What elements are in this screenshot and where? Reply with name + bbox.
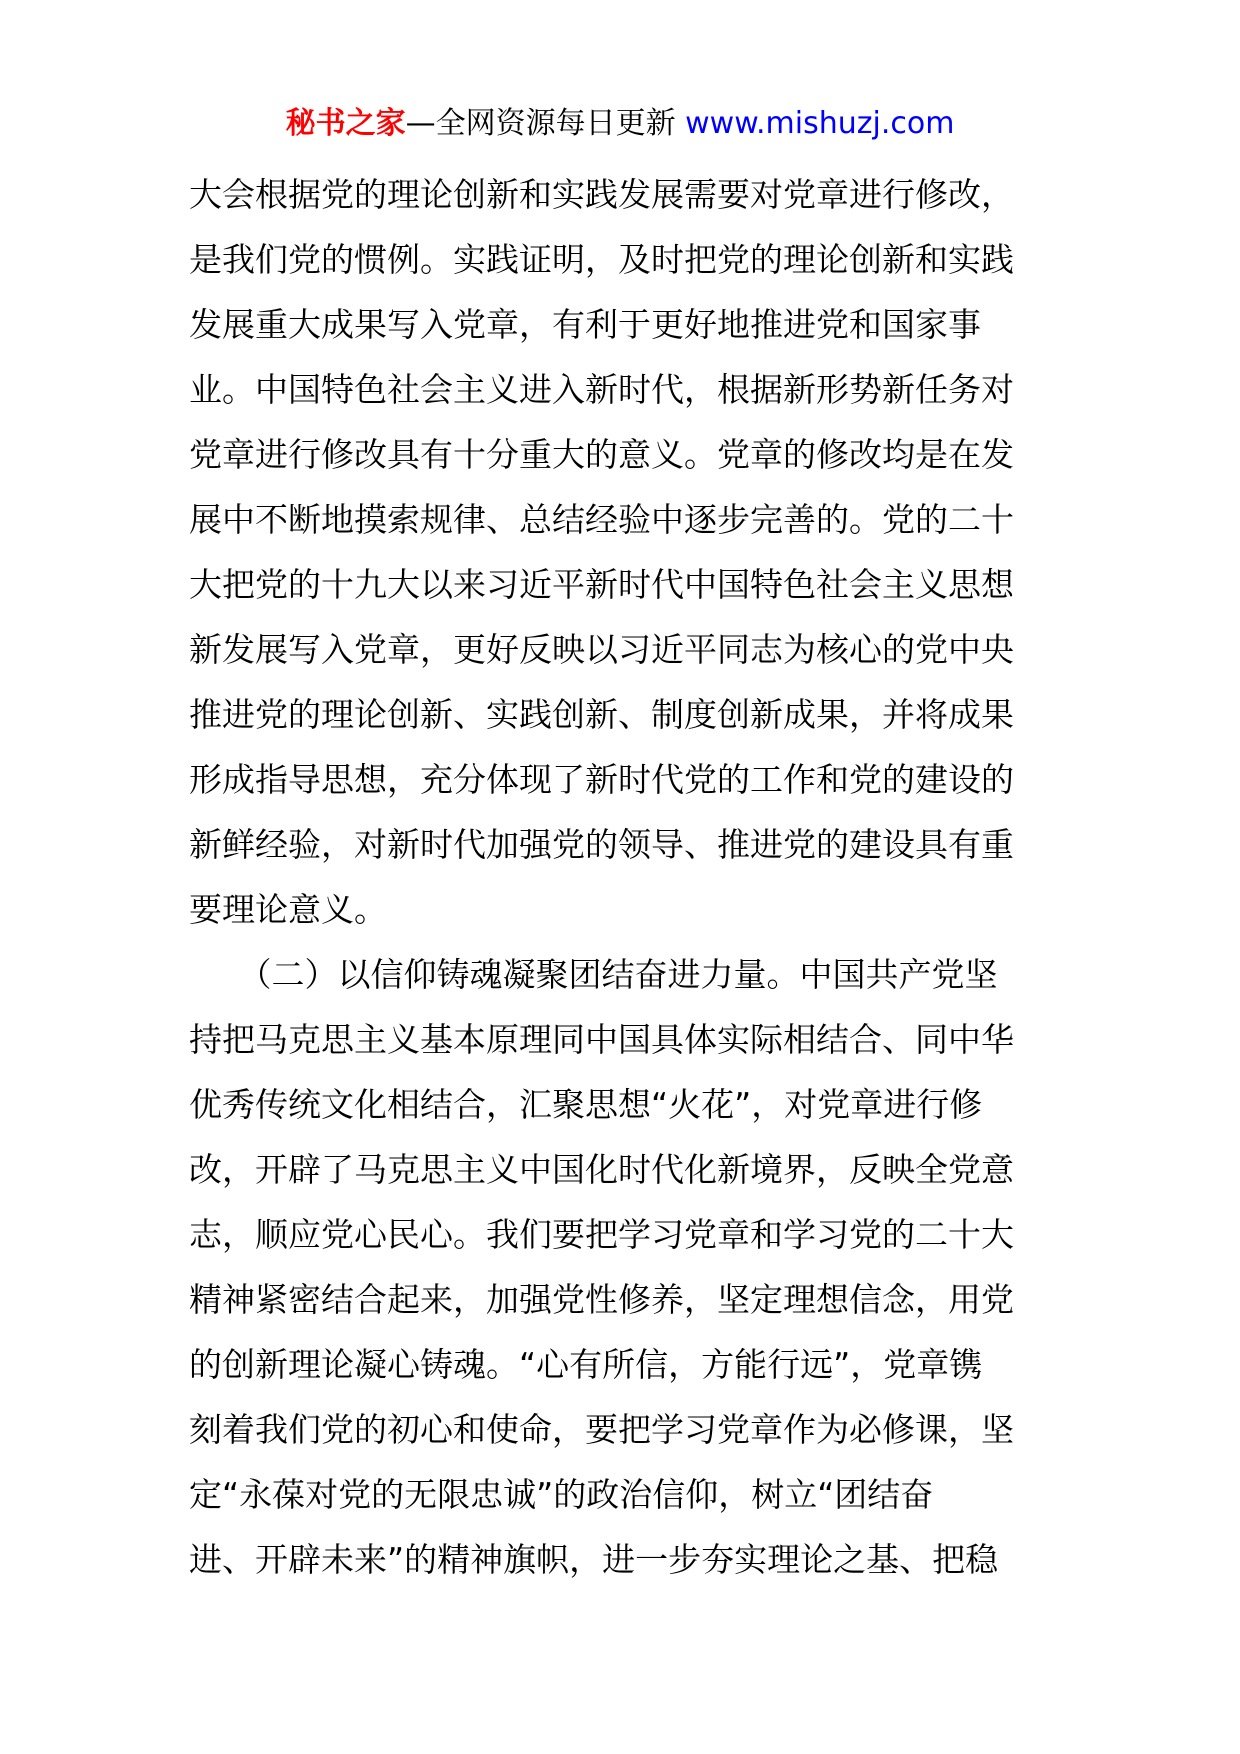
text-line: 改，开辟了马克思主义中国化时代化新境界，反映全党意	[189, 1150, 1014, 1189]
text-line: 大会根据党的理论创新和实践发展需要对党章进行修改，	[189, 175, 1014, 214]
text-line: 持把马克思主义基本原理同中国具体实际相结合、同中华	[189, 1020, 1014, 1059]
text-line: 进、开辟未来”的精神旗帜，进一步夯实理论之基、把稳	[189, 1540, 999, 1579]
text-line: 推进党的理论创新、实践创新、制度创新成果，并将成果	[189, 695, 1014, 734]
text-line: 刻着我们党的初心和使命，要把学习党章作为必修课，坚	[189, 1410, 1014, 1449]
text-line: 精神紧密结合起来，加强党性修养，坚定理想信念，用党	[189, 1280, 1014, 1319]
text-line: 是我们党的惯例。实践证明，及时把党的理论创新和实践	[189, 240, 1014, 279]
text-line: 新发展写入党章，更好反映以习近平同志为核心的党中央	[189, 630, 1014, 669]
text-line: 形成指导思想，充分体现了新时代党的工作和党的建设的	[189, 760, 1014, 799]
text-line: （二）以信仰铸魂凝聚团结奋进力量。中国共产党坚	[189, 955, 998, 994]
text-line: 党章进行修改具有十分重大的意义。党章的修改均是在发	[189, 435, 1014, 474]
document-body	[189, 162, 1064, 1592]
text-line: 业。中国特色社会主义进入新时代，根据新形势新任务对	[189, 370, 1014, 409]
text-line: 要理论意义。	[189, 890, 387, 929]
site-header	[0, 98, 1240, 150]
text-line: 定“永葆对党的无限忠诚”的政治信仰，树立“团结奋	[189, 1475, 934, 1514]
text-line: 优秀传统文化相结合，汇聚思想“火花”，对党章进行修	[189, 1085, 983, 1124]
text-line: 的创新理论凝心铸魂。“心有所信，方能行远”，党章镌	[189, 1345, 983, 1384]
text-line: 大把党的十九大以来习近平新时代中国特色社会主义思想	[189, 565, 1014, 604]
site-url-link[interactable]: www.mishuzj.com	[685, 106, 955, 141]
text-line: 新鲜经验，对新时代加强党的领导、推进党的建设具有重	[189, 825, 1014, 864]
text-line: 发展重大成果写入党章，有利于更好地推进党和国家事	[189, 305, 981, 344]
header-tagline: —全网资源每日更新	[405, 106, 686, 141]
text-line: 展中不断地摸索规律、总结经验中逐步完善的。党的二十	[189, 500, 1014, 539]
text-line: 志，顺应党心民心。我们要把学习党章和学习党的二十大	[189, 1215, 1014, 1254]
brand-name: 秘书之家	[285, 106, 406, 141]
